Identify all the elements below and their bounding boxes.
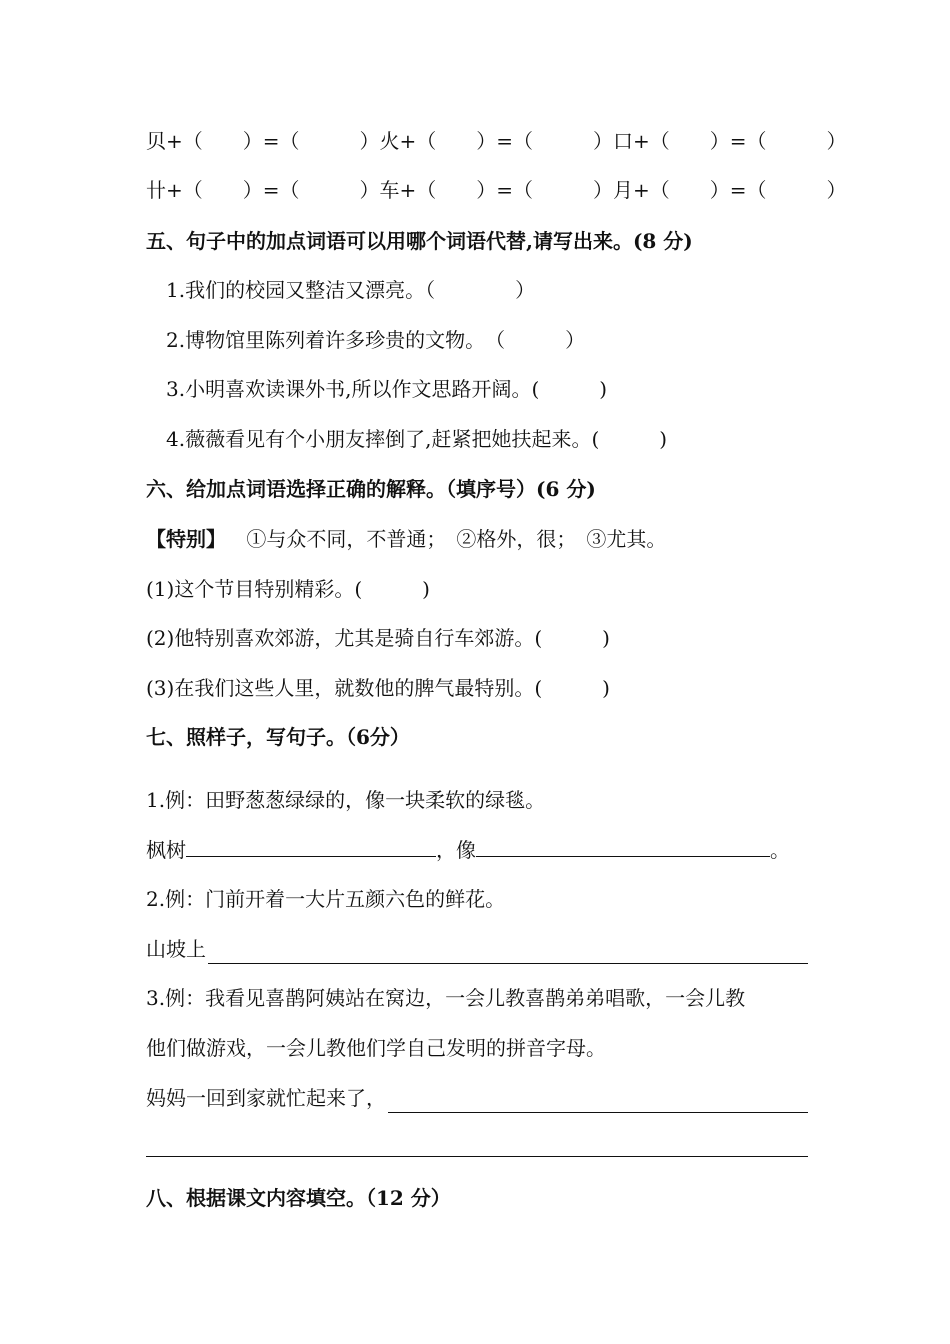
answer-1-blank-a[interactable] [186, 834, 436, 857]
section-6-options: ①与众不同，不普通； ②格外，很； ③尤其。 [246, 527, 667, 551]
section-7-answer-2 [146, 934, 808, 964]
char-combo-item: 火+（ ）=（ ） [379, 129, 614, 153]
section-6-term: 【特别】 [146, 527, 226, 551]
char-combo-row-1 [146, 126, 847, 156]
answer-3-blank[interactable] [388, 1088, 808, 1113]
section-7-answer-1 [146, 834, 808, 864]
section-6-item-3: (3)在我们这些人里，就数他的脾气最特别。( ) [146, 676, 610, 700]
section-7-example-3-line-2: 他们做游戏，一会儿教他们学自己发明的拼音字母。 [146, 1036, 606, 1060]
section-6-definitions [146, 524, 808, 554]
section-5-item-1: 1.我们的校园又整洁又漂亮。（ ） [166, 278, 536, 302]
answer-3-start: 妈妈一回到家就忙起来了， [146, 1086, 386, 1110]
section-5-item-2: 2.博物馆里陈列着许多珍贵的文物。 （ ） [166, 328, 586, 352]
answer-1-blank-b[interactable] [476, 834, 770, 857]
section-5-item-4: 4.薇薇看见有个小朋友摔倒了,赶紧把她扶起来。( ) [166, 427, 668, 451]
section-6-item-2: (2)他特别喜欢郊游，尤其是骑自行车郊游。( ) [146, 626, 610, 650]
char-combo-row-2 [146, 175, 847, 205]
section-7-example-2: 2.例：门前开着一大片五颜六色的鲜花。 [146, 887, 506, 911]
answer-3-blank-line-2[interactable] [146, 1156, 808, 1157]
char-combo-item: 卄+（ ）=（ ） [146, 178, 380, 202]
section-7-answer-3 [146, 1083, 808, 1113]
section-7-heading: 七、照样子，写句子。（6分） [146, 725, 410, 749]
section-6-heading: 六、给加点词语选择正确的解释。（填序号）(6 分) [146, 477, 596, 501]
char-combo-item: 口+（ ）=（ ） [613, 129, 847, 153]
section-6-item-1: (1)这个节目特别精彩。( ) [146, 577, 430, 601]
section-5-heading: 五、句子中的加点词语可以用哪个词语代替,请写出来。(8 分) [146, 229, 693, 253]
section-8-heading: 八、根据课文内容填空。（12 分） [146, 1186, 451, 1210]
answer-1-start: 枫树 [146, 838, 186, 862]
char-combo-item: 车+（ ）=（ ） [379, 178, 614, 202]
section-7-example-1: 1.例：田野葱葱绿绿的，像一块柔软的绿毯。 [146, 788, 546, 812]
section-7-example-3-line-1: 3.例：我看见喜鹊阿姨站在窝边，一会儿教喜鹊弟弟唱歌，一会儿教 [146, 986, 746, 1010]
answer-2-start: 山坡上 [146, 937, 206, 961]
answer-1-end: 。 [770, 838, 790, 862]
answer-2-blank[interactable] [208, 939, 808, 964]
char-combo-item: 贝+（ ）=（ ） [146, 129, 380, 153]
char-combo-item: 月+（ ）=（ ） [613, 178, 847, 202]
answer-1-mid: ，像 [436, 838, 476, 862]
section-5-item-3: 3.小明喜欢读课外书,所以作文思路开阔。( ) [166, 377, 608, 401]
